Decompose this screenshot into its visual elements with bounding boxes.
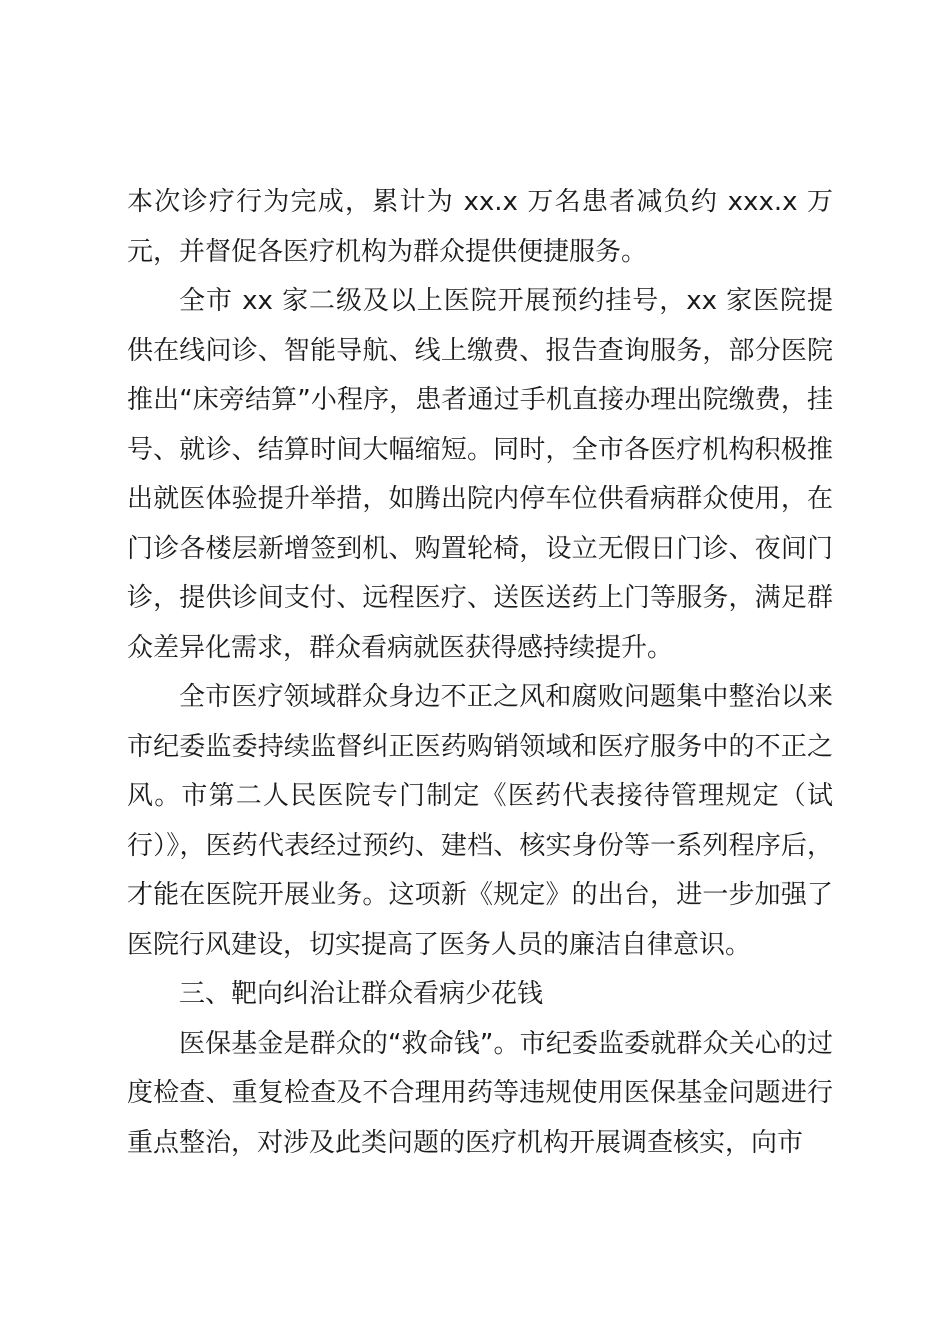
paragraph-hospital-services: 全市 xx 家二级及以上医院开展预约挂号，xx 家医院提供在线问诊、智能导航、线上缴费、报告查询服务，部分医院推出“床旁结算”小程序，患者通过手机直接办理出院缴费，挂号、就诊、结算时间大幅缩短。同时，全市各医疗机构积极推出就医体验提升举措，如腾出院内停车位供看病群众使用，在门诊各楼层新增签到机、购置轮椅，设立无假日门诊、夜间门诊，提供诊间支付、远程医疗、送医送药上门等服务，满足群众差异化需求，群众看病就医获得感持续提升。 xyxy=(127,286,833,663)
section-heading: 三、靶向纠治让群众看病少花钱 xyxy=(179,979,544,1009)
document-body xyxy=(127,178,833,1168)
paragraph-continuation: 本次诊疗行为完成，累计为 xx.x 万名患者减负约 xxx.x 万元，并督促各医疗机构为群众提供便捷服务。 xyxy=(127,187,833,267)
paragraph-medical-insurance: 医保基金是群众的“救命钱”。市纪委监委就群众关心的过度检查、重复检查及不合理用药等违规使用医保基金问题进行重点整治，对涉及此类问题的医疗机构开展调查核实，向市 xyxy=(127,1028,833,1158)
paragraph-rectification: 全市医疗领域群众身边不正之风和腐败问题集中整治以来市纪委监委持续监督纠正医药购销领域和医疗服务中的不正之风。市第二人民医院专门制定《医药代表接待管理规定（试行）》，医药代表经过预约、建档、核实身份等一系列程序后，才能在医院开展业务。这项新《规定》的出台，进一步加强了医院行风建设，切实提高了医务人员的廉洁自律意识。 xyxy=(127,682,833,960)
